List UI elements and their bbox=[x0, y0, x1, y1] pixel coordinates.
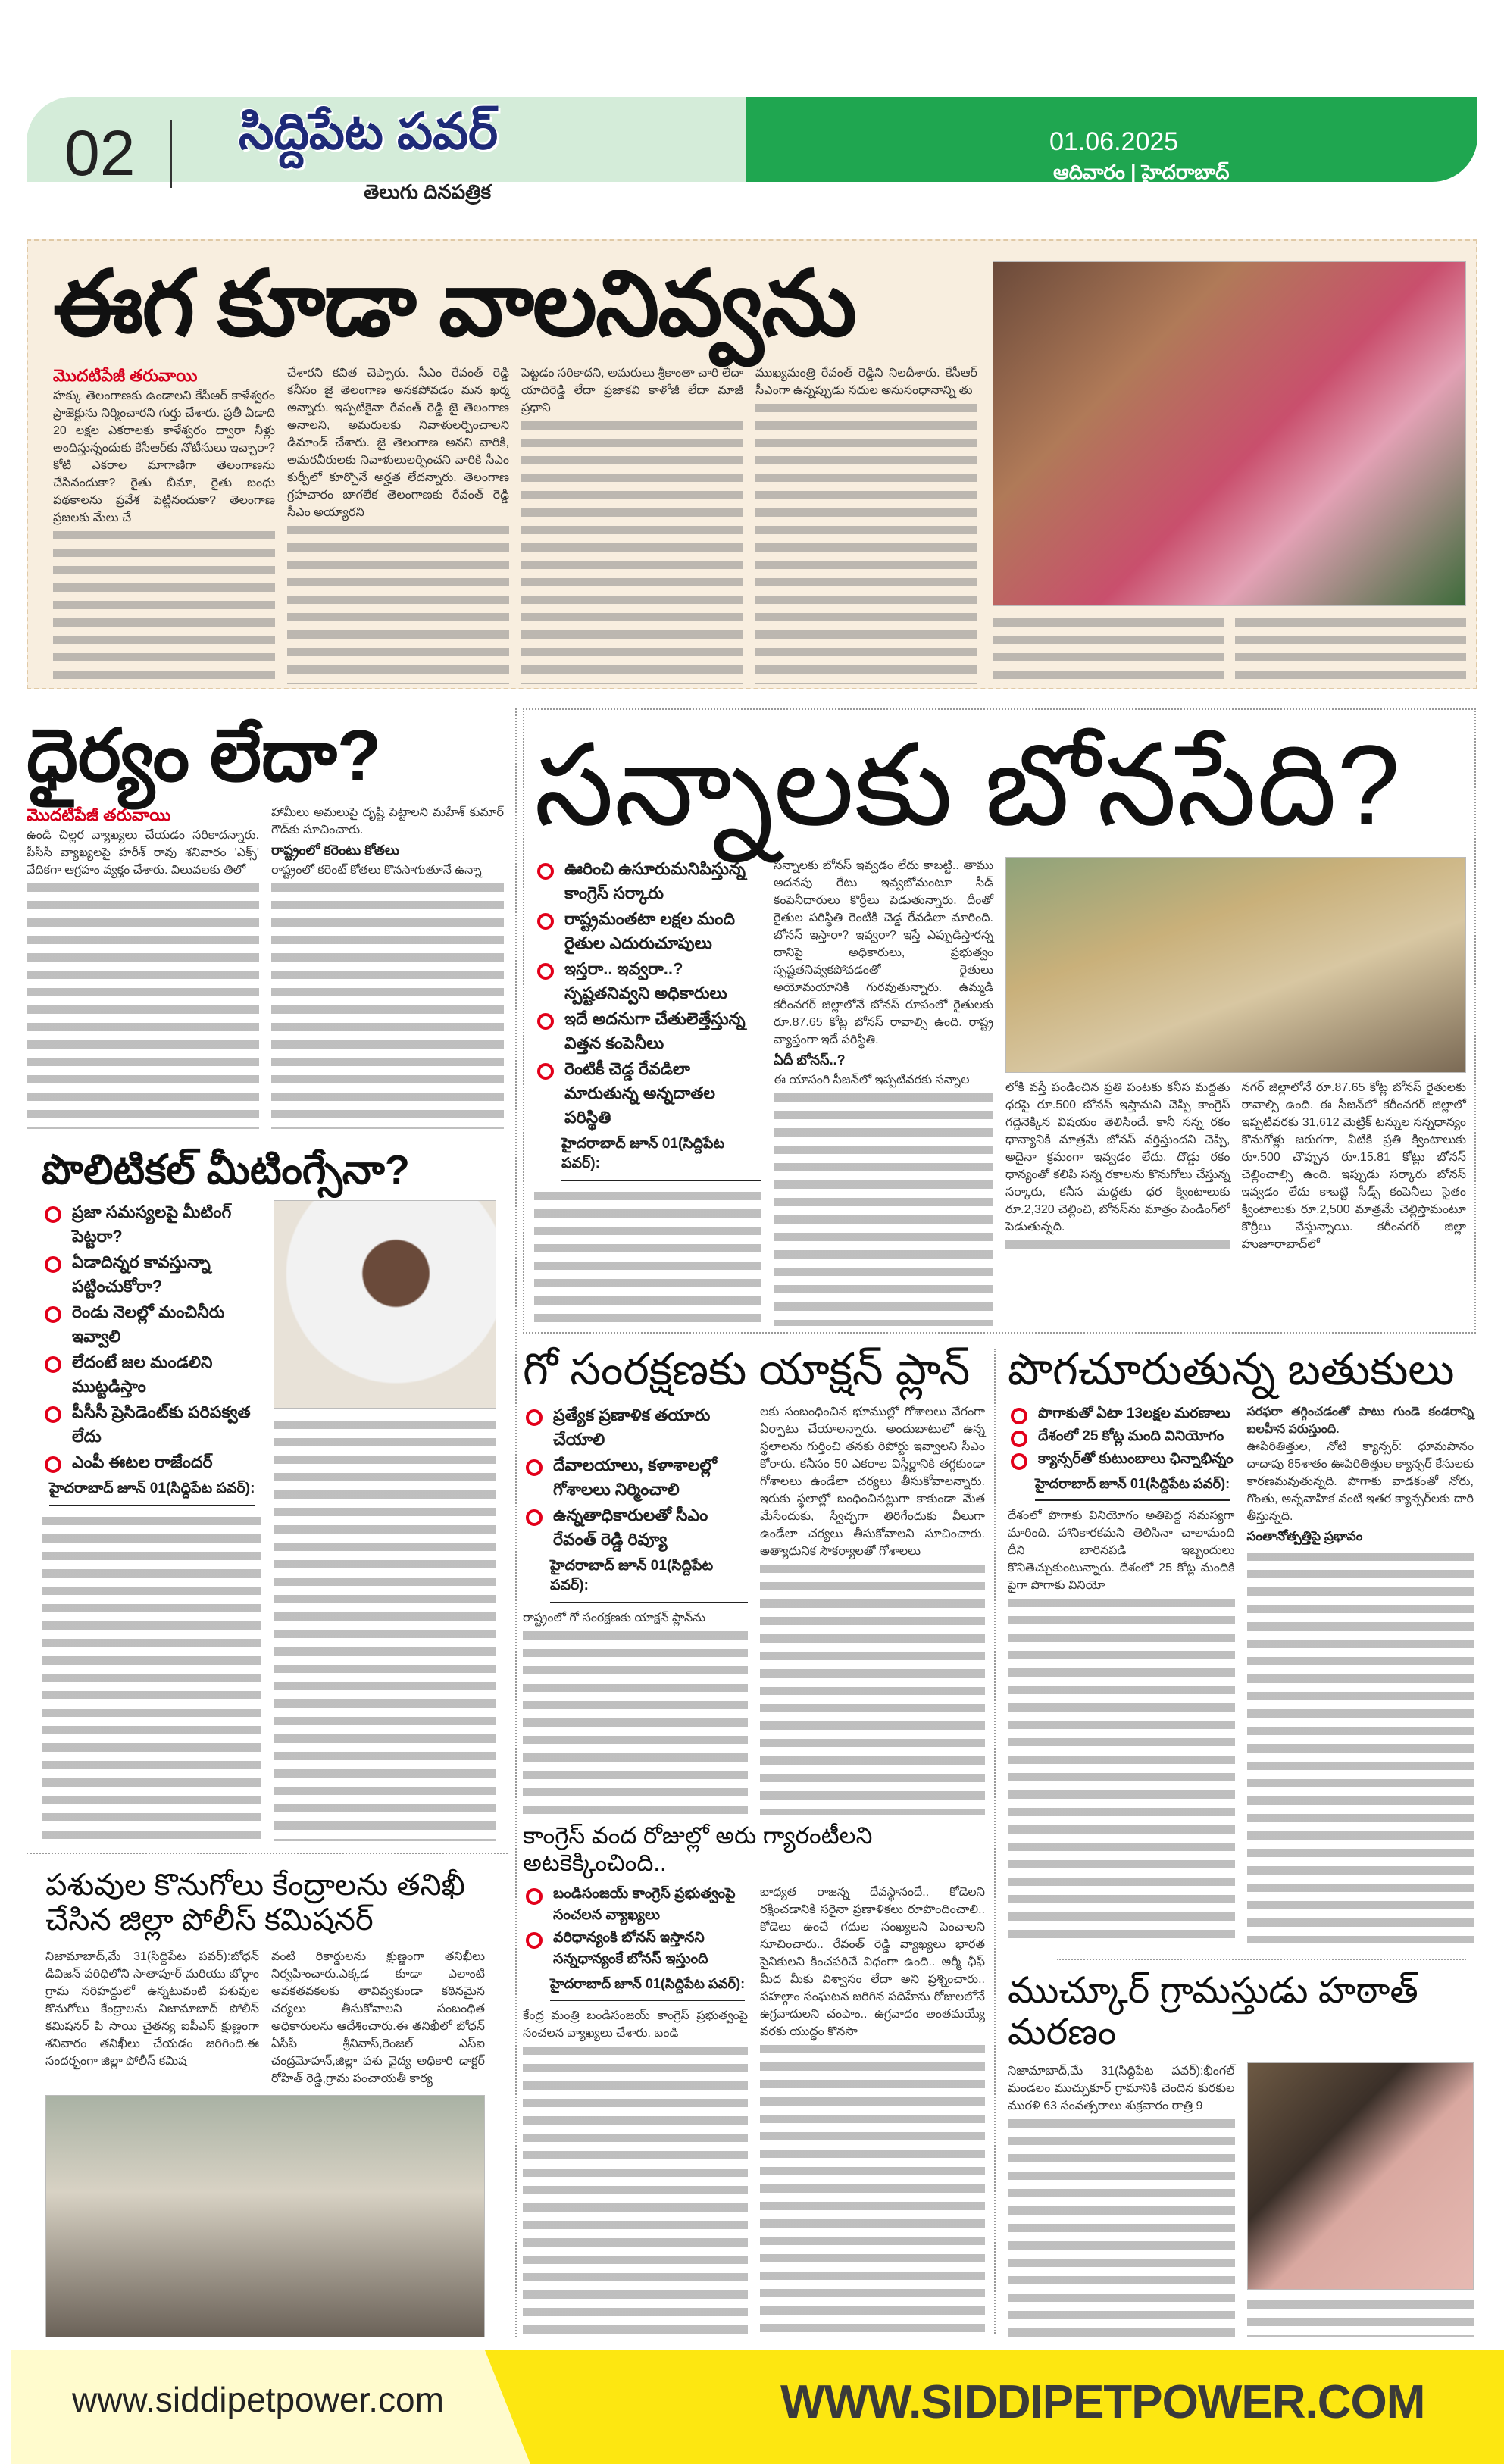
column-divider bbox=[515, 708, 517, 2337]
issue-day-place: ఆదివారం | హైదరాబాద్ bbox=[1053, 161, 1230, 183]
lead-headline: ఈగ కూడా వాలనివ్వను bbox=[53, 253, 855, 355]
lead-col-2: చేశారని కవిత చెప్పారు. సీఎం రేవంత్ రెడ్డి కనీసం జై తెలంగాణ అనకపోవడం మన ఖర్మ అన్నారు. ఇప్పటికైనా రేవంత్ రెడ్డి జై తెలంగాణ అనాలని, అమరులకు నివాళులర్పించాలని డిమాండ్ చేశారు. జై తెలంగాణ అనని వారికి, అమరవీరులకు నివాళులులర్పించని వారికి సీఎం కుర్చీలో కూర్చొనే అర్హత లేదన్నారు. తెలంగాణ గ్రహచారం బాగలేక తెలంగాణకు రేవంత్ రెడ్డి సీఎం అయ్యారని bbox=[287, 367, 509, 519]
courage-col-2-text bbox=[271, 879, 504, 1129]
death-col-1-text bbox=[1008, 2115, 1235, 2337]
politics-headline: పొలిటికల్ మీటింగ్సేనా? bbox=[42, 1147, 410, 1193]
page-number: 02 bbox=[64, 117, 136, 189]
paddy-col-3: లోకి వస్తే పండించిన ప్రతి పంటకు కనీస మద్దతు ధరపై రూ.500 బోనస్ ఇస్తామని చెప్పి కాంగ్రెస్ గద్దెనెక్కిన విషయం తెలిసిందే. కానీ సన్న రకం ధాన్యానికి మాత్రమే బోనస్ వర్తిస్తుందని చెప్పి, అదైనా క్రమంగా ఇవ్వడం లేదు. దొడ్డు రకం ధాన్యంతో కలిపి సన్న రకాలను కొనుగోలు చేస్తున్న సర్కారు, కనీస మద్దతు ధర క్వింటాలుకు రూ.2,320 చెల్లించి, బోనస్‌ను మాత్రం పెండింగ్‌లో పెడుతున్నది. bbox=[1005, 1080, 1230, 1234]
politics-col-2-text bbox=[274, 1416, 496, 1841]
highlight-item: ఇస్తరా.. ఇవ్వరా..? స్పష్టతనివ్వని అధికారులు bbox=[534, 957, 761, 1005]
tobacco-subhead: సంతానోత్పత్తిపై ప్రభావం bbox=[1246, 1528, 1363, 1543]
lead-col-4: ముఖ్యమంత్రి రేవంత్ రెడ్డిని నిలదీశారు. కేసీఆర్ సీఎంగా ఉన్నప్పుడు నదుల అనుసంధానాన్ని తు bbox=[755, 367, 977, 397]
paddy-headline: సన్నాలకు బోనసేది? bbox=[534, 721, 1400, 849]
congress-dateline: హైదరాబాద్ జూన్ 01(సిద్దిపేట పవర్): bbox=[550, 1976, 745, 2001]
cow-story bbox=[523, 1345, 985, 1815]
paddy-story bbox=[534, 720, 1466, 1326]
highlight-item: లేదంటే జల మండలిని ముట్టడిస్తాం bbox=[42, 1350, 261, 1399]
cattle-inspection-photo bbox=[45, 2095, 485, 2337]
congress-col-2: బాధ్యత రాజన్న దేవస్థానందే.. కోడెలని రక్షించడానికి సరైనా ప్రణాళికలు రూపొందించాలి.. కోడెలు ఉంచే గదుల సంఖ్యలని పెంచాలని సూచించారు.. రేవంత్ రెడ్డి వ్యాఖ్యలు భారత సైనికులని కించపరిచే విధంగా ఉంది.. అర్మీ ఛీఫ్ మీద మీకు విశ్వాసం లేదా అని ప్రశ్నించారు.. పహల్గాం సంఘటన జరిగిన పదిహేను రోజులలోనే ఉగ్రవాదులని చంపాం.. ఉగ్రవాదం అంతమయ్యే వరకు యుద్ధం కొనసా bbox=[760, 1886, 985, 2039]
paddy-col-1-text bbox=[534, 1187, 761, 1327]
courage-col-1-text bbox=[27, 879, 259, 1129]
congress-col-1-text bbox=[523, 2042, 748, 2337]
tobacco-headline: పొగచూరుతున్న బతుకులు bbox=[1008, 1345, 1455, 1394]
highlight-item: దేవాలయాలు, కళాశాలల్లో గోశాలలు నిర్మించాలి bbox=[523, 1453, 748, 1502]
lead-col-5-text bbox=[993, 614, 1224, 682]
lead-col-6-text bbox=[1235, 614, 1466, 682]
highlight-item: వరిధాన్యంకి బోనస్ ఇస్తానని సన్నధాన్యంకే బోనస్ ఇస్తుంది bbox=[523, 1928, 748, 1970]
lead-photo bbox=[993, 261, 1466, 606]
highlight-item: ప్రజా సమస్యలపై మీటింగ్ పెట్టరా? bbox=[42, 1200, 261, 1249]
highlight-item: పొగాకుతో ఏటా 13లక్షల మరణాలు bbox=[1008, 1403, 1235, 1424]
courage-kicker: మొదటిపేజీ తరువాయి bbox=[27, 805, 171, 824]
cattle-col-1: నిజామాబాద్,మే 31(సిద్దిపేట పవర్):బోధన్ డివిజన్ పరిధిలోని సాతాపూర్ మరియు బోర్గాం గ్రామ సరిహద్దులో ఉన్నటువంటి పశువుల కొనుగోలు కేంద్రాలను నిజామాబాద్ పోలీస్ కమిషనర్ పి సాయి చైతన్య ఐపీఎస్ క్షుణ్ణంగా శనివారం తనిఖీలు చేయడం జరిగింది.ఈ సందర్భంగా జిల్లా పోలీస్ కమిష bbox=[45, 1950, 259, 2068]
courage-subhead: రాష్ట్రంలో కరెంటు కోతలు bbox=[271, 842, 399, 858]
lead-col-4-text bbox=[755, 399, 977, 684]
lead-col-3: పెట్టడం సరికాదని, అమరులు శ్రీకాంతా చారి లేదా యాదిరెడ్డి లేదా ప్రజాకవి కాళోజీ లేదా మాజీ ప్రధాని bbox=[521, 367, 743, 414]
courage-col-1: ఉండి చిల్లర వ్యాఖ్యలు చేయడం సరికాదన్నారు. పీసీసీ వ్యాఖ్యలపై హరీశ్ రావు శనివారం 'ఎక్స్' వేదికగా ఆగ్రహం వ్యక్తం చేశారు. విలువలకు తిలో bbox=[27, 828, 259, 877]
photo-caption-text bbox=[1247, 2296, 1474, 2337]
cow-col-1: రాష్ట్రంలో గో సంరక్షణకు యాక్షన్ ప్లాన్‌ను bbox=[523, 1611, 705, 1624]
highlight-item: పీసీసీ ప్రెసిడెంట్‌కు పరిపక్వత లేదు bbox=[42, 1400, 261, 1449]
courage-story bbox=[27, 716, 504, 1129]
highlight-item: దేశంలో 25 కోట్ల మంది వినియోగం bbox=[1008, 1426, 1235, 1447]
footer-website-link[interactable]: www.siddipetpower.com bbox=[72, 2380, 444, 2419]
lead-col-1: హక్కు తెలంగాణకు ఉండాలని కేసీఆర్ కాళేశ్వరం ప్రాజెక్టును నిర్మించారని గుర్తు చేశారు. ప్రతీ ఏడాది 20 లక్షల ఎకరాలకు కాళేశ్వరం ద్వారా నీళ్లు అందిస్తున్నందుకు కేసీఆర్‌కు నోటీసులు ఇచ్చారా? కోటి ఎకరాల మాగాణిగా తెలంగాణను చేసినందుకా? రైతు బీమా, రైతు బంధు పథకాలను ప్రవేశ పెట్టినందుకా? తెలంగాణ ప్రజలకు మేలు చే bbox=[53, 389, 275, 524]
issue-date: 01.06.2025 bbox=[1049, 127, 1179, 156]
newspaper-tagline: తెలుగు దినపత్రిక bbox=[364, 180, 492, 203]
congress-highlights bbox=[523, 1884, 748, 1972]
courage-headline: ధైర్యం లేదా? bbox=[27, 715, 382, 796]
highlight-item: ఎంపీ ఈటల రాజేందర్ bbox=[42, 1450, 261, 1474]
tobacco-col-1: దేశంలో పొగాకు వినియోగం అతిపెద్ద సమస్యగా మారింది. హానికారకమని తెలిసినా చాలామంది దీని బారినపడి ఇబ్బందులు కొనితెచ్చుకుంటున్నారు. దేశంలో 25 కోట్ల మందికి పైగా పొగాకు వినియో bbox=[1008, 1509, 1235, 1592]
tobacco-col-2-text bbox=[1247, 1548, 1474, 1943]
section-divider bbox=[1057, 1959, 1466, 1960]
tobacco-story bbox=[1008, 1345, 1474, 1943]
tobacco-highlights bbox=[1008, 1403, 1235, 1471]
paddy-highlights bbox=[534, 857, 761, 1131]
highlight-item: ఊరించి ఉసూరుమనిపిస్తున్న కాంగ్రెస్ సర్కారు bbox=[534, 857, 761, 905]
cattle-headline: పశువుల కొనుగోలు కేంద్రాలను తనిఖీ చేసిన జిల్లా పోలీస్ కమిషనర్ bbox=[45, 1868, 465, 1937]
cattle-story bbox=[45, 1868, 485, 2337]
deceased-photo bbox=[1247, 2062, 1474, 2290]
highlight-item: రెంటికీ చెడ్డ రేవడిలా మారుతున్న అన్నదాతల పరిస్థితి bbox=[534, 1057, 761, 1130]
highlight-item: ఉన్నతాధికారులతో సీఎం రేవంత్ రెడ్డి రివ్యూ bbox=[523, 1503, 748, 1552]
paddy-col-2b: ఈ యాసంగి సీజన్‌లో ఇప్పటివరకు సన్నాల bbox=[774, 1073, 970, 1087]
footer-website-banner[interactable]: WWW.SIDDIPETPOWER.COM bbox=[780, 2376, 1425, 2428]
death-headline: ముచ్కూర్ గ్రామస్తుడు హఠాత్ మరణం bbox=[1008, 1971, 1418, 2053]
politics-highlights bbox=[42, 1200, 261, 1476]
paddy-col-2: సన్నాలకు బోనస్ ఇవ్వడం లేదు కాబట్టి.. తాము అదనపు రేటు ఇవ్వబోమంటూ సీడ్ కంపెనీదారులు కొర్రీలు పెడుతున్నారు. దీంతో రైతుల పరిస్థితి రెంటికి చెడ్డ రేవడిలా మారింది. బోనస్ ఇస్తారా? ఇవ్వరా? ఇస్తే ఎప్పుడిస్తారన్న దానిపై అధికారులు, ప్రభుత్వం స్పష్టతనివ్వకపోవడంతో రైతులు అయోమయానికి గురవుతున్నారు. ఉమ్మడి కరీంనగర్ జిల్లాలోనే బోనస్ రూపంలో రైతులకు రూ.87.65 కోట్ల బోనస్ రావాల్సి ఉంది. రాష్ట్ర వ్యాప్తంగా ఇదే పరిస్థితి. bbox=[774, 858, 993, 1046]
cow-col-2: లకు సంబంధించిన భూముల్లో గోశాలలు వేగంగా ఏర్పాటు చేయాలన్నారు. అందుబాటులో ఉన్న స్థలాలను గుర్తించి తనకు రిపోర్టు ఇవ్వాలని సీఎం కోరారు. కనీసం 50 ఎకరాల విస్తీర్ణానికి తగ్గకుండా గోశాలలు ఉండేలా చర్యలు తీసుకోవాలన్నారు. ఇరుకు స్థలాల్లో బంధించినట్లుగా కాకుండా మేత మేసేందుకు, స్వేచ్ఛగా తిరిగేందుకు వీలుగా ఉండేలా చర్యలు తీసుకోవాలని సూచించారు. అత్యాధునిక సౌకర్యాలతో గోశాలలు bbox=[760, 1405, 985, 1558]
lead-col-1-text bbox=[53, 527, 275, 684]
paddy-col-3-text bbox=[1005, 1236, 1230, 1253]
politics-story bbox=[42, 1148, 496, 1841]
congress-col-2-text bbox=[760, 2040, 985, 2337]
lead-col-3-text bbox=[521, 417, 743, 684]
politics-dateline: హైదరాబాద్ జూన్ 01(సిద్దిపేట పవర్): bbox=[49, 1481, 255, 1506]
paddy-photo bbox=[1005, 857, 1466, 1073]
cow-headline: గో సంరక్షణకు యాక్షన్ ప్లాన్ bbox=[523, 1345, 971, 1394]
death-story bbox=[1008, 1970, 1474, 2337]
column-divider bbox=[994, 1349, 996, 2334]
highlight-item: బండిసంజయ్ కాంగ్రెస్ ప్రభుత్వంపై సంచలన వ్యాఖ్యలు bbox=[523, 1884, 748, 1926]
cow-highlights bbox=[523, 1403, 748, 1553]
politician-photo bbox=[274, 1200, 496, 1409]
paddy-dateline: హైదరాబాద్ జూన్ 01(సిద్దిపేట పవర్): bbox=[561, 1136, 761, 1181]
politics-col-1-text bbox=[42, 1512, 261, 1841]
highlight-item: రెండు నెలల్లో మంచినీరు ఇవ్వాలి bbox=[42, 1300, 261, 1349]
lead-col-2-text bbox=[287, 521, 509, 684]
tobacco-dateline: హైదరాబాద్ జూన్ 01(సిద్దిపేట పవర్): bbox=[1035, 1476, 1230, 1501]
cattle-col-2: వంటి రికార్డులను క్షుణ్ణంగా తనిఖీలు నిర్వహించారు.ఎక్కడ కూడా ఎలాంటి అవకతవకలకు తావివ్వకుండా కఠినమైన చర్యలు తీసుకోవాలని సంబంధిత అధికారులను ఆదేశించారు.ఈ తనిఖీలో బోధన్ ఏసీపీ శ్రీనివాస్,రెంజల్ ఎస్ఐ చంద్రమోహన్,జిల్లా పశు వైద్య అధికారి డాక్టర్ రోహిత్ రెడ్డి,గ్రామ పంచాయతీ కార్య bbox=[271, 1950, 485, 2085]
death-col-1: నిజామాబాద్,మే 31(సిద్దిపేట పవర్):భీంగల్ మండలం ముచ్చుకూర్ గ్రామానికి చెందిన కురకుల మురళి 63 సంవత్సరాలు శుక్రవారం రాత్రి 9 bbox=[1008, 2065, 1235, 2113]
congress-headline: కాంగ్రెస్ వంద రోజుల్లో అరు గ్యారంటీలని అటకెక్కించింది.. bbox=[523, 1822, 873, 1876]
section-divider bbox=[27, 1853, 508, 1854]
lead-story bbox=[53, 254, 977, 684]
highlight-item: క్యాన్సర్‌తో కుటుంబాలు ఛిన్నాభిన్నం bbox=[1008, 1449, 1235, 1470]
divider bbox=[170, 120, 172, 188]
paddy-subhead: ఏదీ బోనస్..? bbox=[774, 1052, 846, 1068]
paddy-col-2-text bbox=[774, 1089, 993, 1327]
courage-col-2b: రాష్ట్రంలో కరెంట్ కోతలు కొనసాగుతూనే ఉన్నా bbox=[271, 863, 482, 877]
congress-story bbox=[523, 1822, 985, 2337]
congress-col-1: కేంద్ర మంత్రి బండిసంజయ్ కాంగ్రెస్ ప్రభుత్వంపై సంచలన వ్యాఖ్యలు చేశారు. బండి bbox=[523, 2009, 748, 2040]
cow-col-2-text bbox=[760, 1560, 985, 1815]
newspaper-logo: సిద్దిపేట పవర్ bbox=[239, 103, 499, 159]
tobacco-col-1-text bbox=[1008, 1594, 1235, 1943]
paddy-col-4: నగర్ జిల్లాలోనే రూ.87.65 కోట్ల బోనస్ రైతులకు రావాల్సి ఉంది. ఈ సీజన్‌లో కరీంనగర్ జిల్లాలో ఇప్పటివరకు 31,612 మెట్రిక్ టన్నుల సన్నధాన్యం కొనుగోళ్లు జరుగగా, వీటికి ప్రతి క్వింటాలుకు రూ.500 చొప్పున రూ.15.81 కోట్లు బోనస్ చెల్లించాల్సి ఉంది. ఇప్పుడు సర్కారు బోనస్ ఇవ్వడం లేదు కాబట్టి సీడ్స్ కంపెనీలు సైతం క్వింటాలుకు రూ.2,500 మాత్రమే చెల్లిస్తామంటూ కొర్రీలు వేస్తున్నాయి. కరీంనగర్ జిల్లా హుజూరాబాద్‌లో bbox=[1241, 1080, 1466, 1251]
highlight-item: ఇదే అదనుగా చేతులెత్తేస్తున్న విత్తన కంపెనీలు bbox=[534, 1007, 761, 1055]
highlight-item: ఏడాదిన్నర కావస్తున్నా పట్టించుకోరా? bbox=[42, 1250, 261, 1299]
courage-col-2: హామీలు అమలుపై దృష్టి పెట్టాలని మహేశ్ కుమార్ గౌడ్‌కు సూచించారు. bbox=[271, 805, 504, 836]
lead-kicker: మొదటిపేజీ తరువాయి bbox=[53, 366, 198, 385]
cow-col-1-text bbox=[523, 1627, 748, 1815]
cow-dateline: హైదరాబాద్ జూన్ 01(సిద్దిపేట పవర్): bbox=[550, 1558, 748, 1603]
highlight-item: ప్రత్యేక ప్రణాళిక తయారు చేయాలి bbox=[523, 1403, 748, 1452]
tobacco-col-2-lead: సరఫరా తగ్గించడంతో పాటు గుండె కండరాన్ని బలహీన పరుస్తుంది. bbox=[1246, 1405, 1474, 1436]
tobacco-col-2: ఊపిరితిత్తుల, నోటి క్యాన్సర్: ధూమపానం దాదాపు 85శాతం ఊపిరితిత్తుల క్యాన్సర్ కేసులకు కారణమవుతున్నది. పొగాకు వాడకంతో నోరు, గొంతు, అన్నవాహిక వంటి ఇతర క్యాన్సర్‌లకు దారి తీస్తున్నది. bbox=[1246, 1440, 1474, 1523]
highlight-item: రాష్ట్రమంతటా లక్షల మంది రైతుల ఎదురుచూపులు bbox=[534, 907, 761, 955]
